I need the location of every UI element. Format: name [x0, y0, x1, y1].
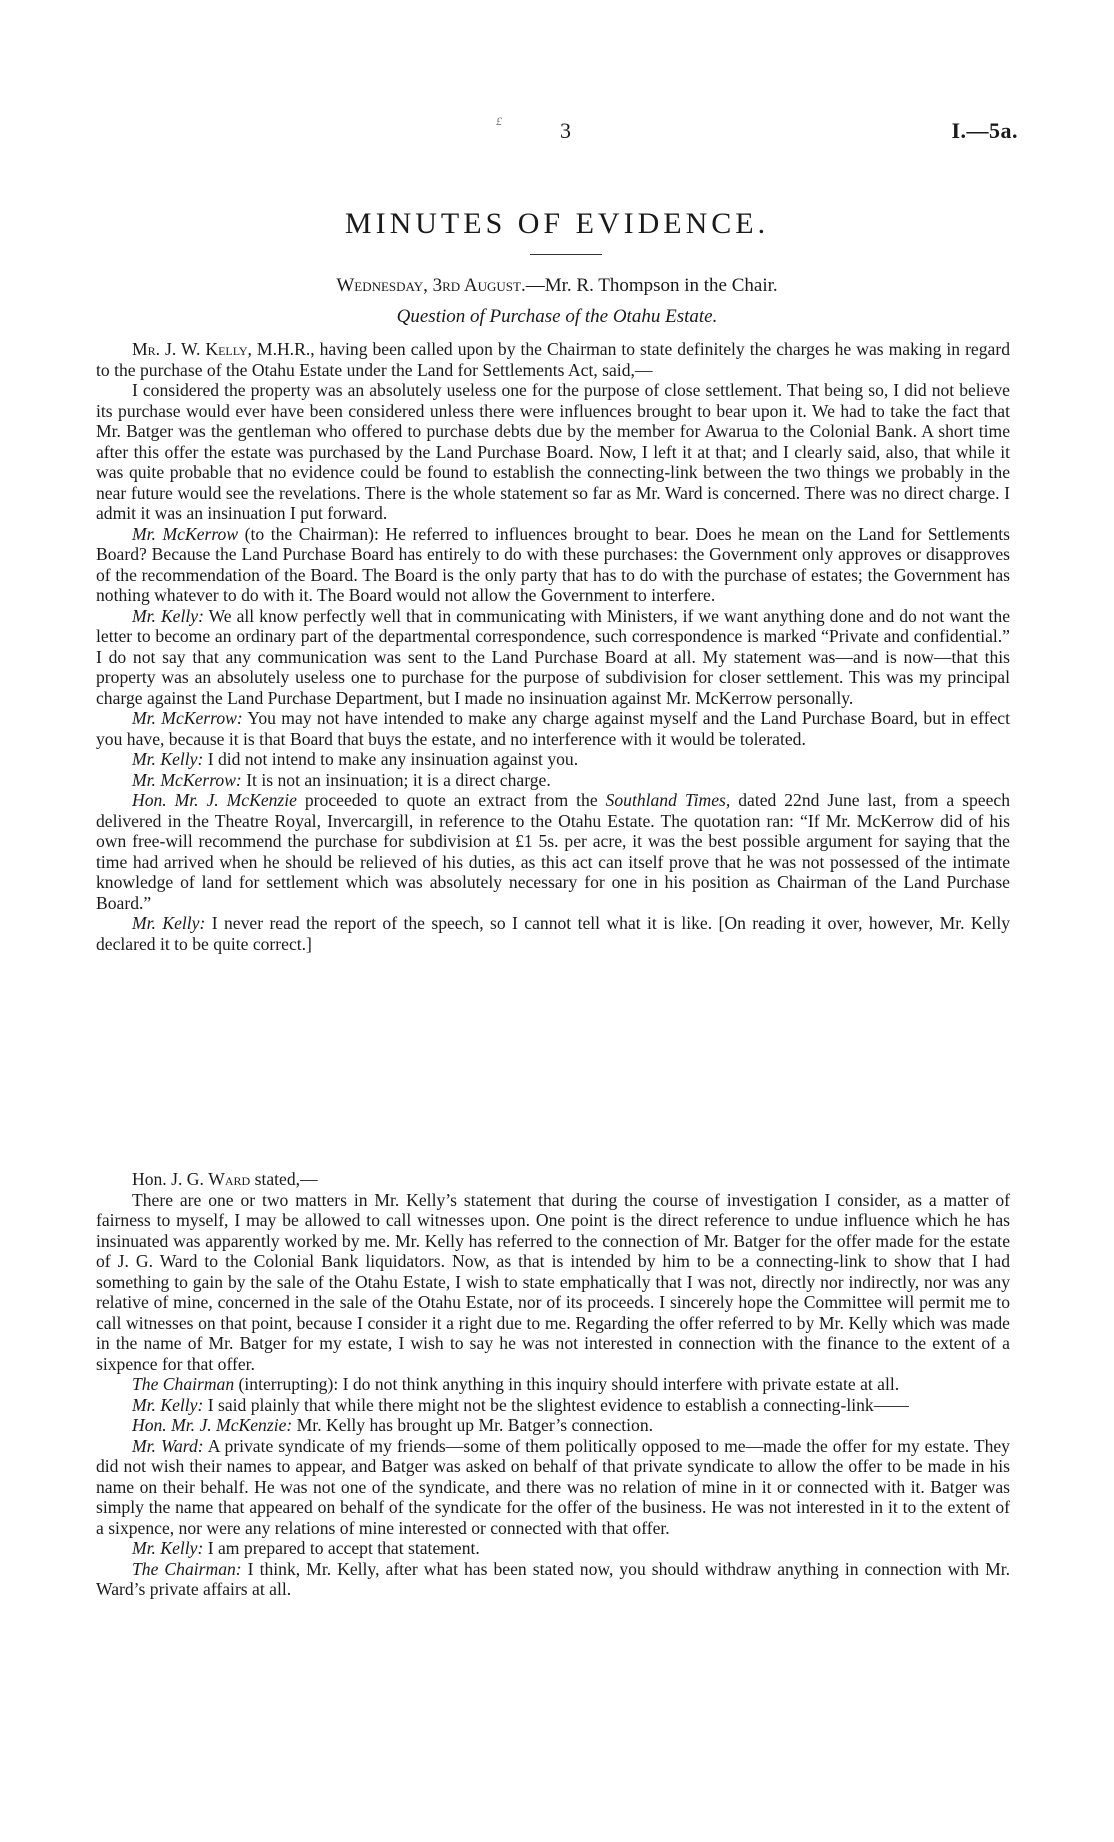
- margin-mark: £: [496, 114, 502, 128]
- paragraph: Hon. Mr. J. McKenzie proceeded to quote an extract from the Southland Times, dated 22nd June last, from a speech delivered in the Theatre Royal, Invercargill, in reference to the Otahu Estate. The quotation ran: “If Mr. McKerrow did of his own free-will recommend the purchase for subdivision at £1 5s. per acre, it was the best possible argument for saying that the time had arrived when he should be relieved of his duties, as this act can itself prove that he was not possessed of the intimate knowledge of land for settlement which was absolutely necessary for one in his position as Chairman of the Land Purchase Board.”: [96, 790, 1010, 913]
- speaker: The Chairman:: [132, 1558, 242, 1579]
- page-number: 3: [560, 118, 571, 143]
- paragraph: Hon. J. G. Ward stated,—: [132, 1169, 318, 1189]
- paragraph: The Chairman: I think, Mr. Kelly, after what has been stated now, you should withdraw anything in connection with Mr. Ward’s private affairs at all.: [96, 1558, 1011, 1599]
- paragraph: There are one or two matters in Mr. Kelly’s statement that during the course of investigation I consider, as a matter of fairness to myself, I may be allowed to call witnesses upon. One point is the direct reference to undue influence which he has insinuated was apparently worked by me. Mr. Kelly has referred to the connection of Mr. Batger for the offer made for the estate of J. G. Ward to the Colonial Bank liquidators. Now, as that is intended by him to be a connecting-link to show that I had something to gain by the sale of the Otahu Estate, I wish to state emphatically that I was not, directly nor indirectly, nor was any relative of mine, concerned in the sale of the Otahu Estate, nor of its proceeds. I sincerely hope the Committee will permit me to call witnesses on that point, because I consider it a right due to me. Regarding the offer referred to by Mr. Kelly which was made in the name of Mr. Batger for my estate, I wish to say he was not interested in connection with the finance to the extent of a sixpence for that offer.: [96, 1189, 1010, 1374]
- newspaper-title: Southland Times,: [605, 790, 731, 810]
- paragraph: Mr. Kelly: I never read the report of the speech, so I cannot tell what it is like. [On reading it over, however, Mr. Kelly declared it to be quite correct.]: [96, 913, 1011, 954]
- session-day: Wednesday, 3rd August.: [336, 275, 526, 296]
- speaker: Mr. Kelly:: [132, 749, 204, 769]
- speaker: Mr. Kelly:: [132, 913, 206, 933]
- speaker: Mr. Kelly:: [132, 1394, 204, 1415]
- page-header: [0, 114, 1114, 148]
- witness-name: Ward: [208, 1169, 251, 1189]
- paragraph: Mr. Kelly: We all know perfectly well that in communicating with Ministers, if we want anything done and do not want the letter to become an ordinary part of the departmental correspondence, such correspondence is marked “Private and confidential.” I do not say that any communication was sent to the Land Purchase Board at all. My statement was—and is now—that this property was an absolutely useless one to purchase for the purpose of subdivision for closer settlement. This was my principal charge against the Land Purchase Department, but I made no insinuation against Mr. McKerrow personally.: [96, 605, 1010, 708]
- witness-name: Mr. J. W. Kelly: [132, 339, 248, 359]
- paragraph: Mr. McKerrow: You may not have intended to make any charge against myself and the Land Purchase Board, but in effect you have, because it is that Board that buys the estate, and no interference with it would be tolerated.: [96, 708, 1010, 749]
- session-heading: [0, 275, 1114, 297]
- kelly-evidence-section: [96, 339, 1010, 954]
- speaker: Hon. Mr. J. McKenzie:: [132, 1415, 293, 1435]
- speaker: The Chairman: [132, 1374, 235, 1394]
- speaker: Mr. McKerrow:: [132, 708, 243, 728]
- page-title: MINUTES OF EVIDENCE.: [344, 207, 770, 240]
- paragraph: Hon. Mr. J. McKenzie: Mr. Kelly has brought up Mr. Batger’s connection.: [132, 1415, 654, 1435]
- paragraph: Mr. Kelly: I did not intend to make any insinuation against you.: [132, 749, 579, 769]
- speaker: Mr. McKerrow: [132, 523, 239, 544]
- title-divider: [530, 254, 602, 255]
- speaker: Mr. Kelly:: [132, 1538, 204, 1558]
- speaker: Hon. Mr. J. McKenzie: [132, 790, 297, 810]
- session-chair: —Mr. R. Thompson in the Chair.: [525, 275, 778, 296]
- paragraph: Mr. Kelly: I am prepared to accept that statement.: [132, 1538, 480, 1558]
- speaker: Mr. Ward:: [132, 1435, 204, 1456]
- ward-evidence-section: [96, 1169, 1010, 1600]
- paragraph: Mr. McKerrow (to the Chairman): He referred to influences brought to bear. Does he mean on the Land for Settlements Board? Because the Land Purchase Board has entirely to do with these purchases: the Government only approves or disapproves of the recommendation of the Board. The Board is the only party that has to do with the purchase of estates; the Government has nothing whatever to do with it. The Board would not allow the Government to interfere.: [96, 523, 1010, 605]
- speaker: Mr. McKerrow:: [132, 769, 242, 790]
- speaker: Mr. Kelly:: [132, 605, 204, 626]
- paragraph: Mr. Ward: A private syndicate of my friends—some of them politically opposed to me—made the offer for my estate. They did not wish their names to appear, and Batger was asked on behalf of that private syndicate to allow the offer to be made in his name on their behalf. He was not one of the syndicate, and there was no relation of mine in it or connected with it. Batger was simply the name that appeared on behalf of the syndicate for the offer of the business. He was not interested in it to the extent of a sixpence, nor were any relations of mine interested or connected with that offer.: [96, 1435, 1010, 1538]
- paragraph: Mr. J. W. Kelly, M.H.R., having been called upon by the Chairman to state definitely the charges he was making in regard to the purchase of the Otahu Estate under the Land for Settlements Act, said,—: [96, 339, 1010, 380]
- paragraph: Mr. Kelly: I said plainly that while there might not be the slightest evidence to establish a connecting-link——: [132, 1394, 909, 1415]
- paragraph: The Chairman (interrupting): I do not think anything in this inquiry should interfere with private estate at all.: [132, 1374, 900, 1394]
- subject-heading: Question of Purchase of the Otahu Estate.: [396, 306, 718, 327]
- paragraph: Mr. McKerrow: It is not an insinuation; it is a direct charge.: [132, 769, 551, 790]
- paragraph: I considered the property was an absolutely useless one for the purpose of close settlement. That being so, I did not believe its purchase would ever have been considered unless there were influences brought to bear upon it. We had to take the fact that Mr. Batger was the gentleman who offered to purchase debts due by the member for Awarua to the Colonial Bank. A short time after this offer the estate was purchased by the Land Purchase Board. Now, I left it at that; and I clearly said, also, that while it was quite probable that no evidence could be found to establish the connecting-link between the two things we probably in the near future would see the revelations. There is the whole statement so far as Mr. Ward is concerned. There was no direct charge. I admit it was an insinuation I put forward.: [96, 380, 1010, 523]
- document-reference: I.—5a.: [951, 118, 1018, 143]
